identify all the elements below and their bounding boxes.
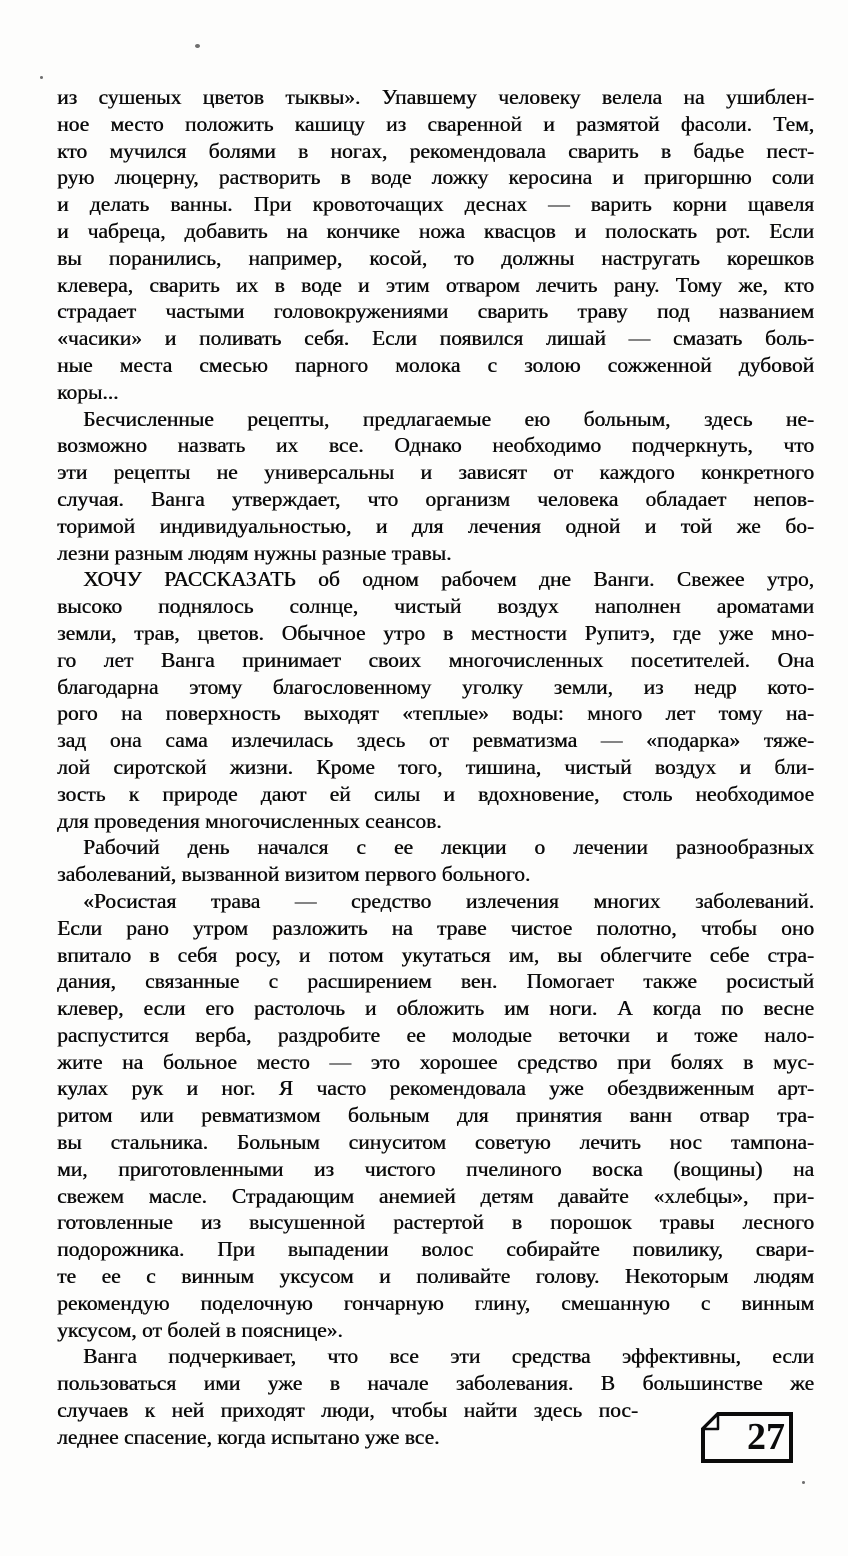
text-line: леднее спасение, когда испытано уже все. [57, 1424, 440, 1449]
text-line: заболеваний, вызванной визитом первого больного. [57, 862, 531, 887]
text-line: Рабочий день начался с ее лекции о лечении разнообразных [83, 835, 814, 860]
text-line: лезни разным людям нужны разные травы. [57, 540, 452, 565]
text-line: клевера, сварить их в воде и этим отваром лечить рану. Тому же, кто [57, 272, 814, 297]
text-line: свежем масле. Страдающим анемией детям давайте «хлебцы», при- [57, 1183, 814, 1208]
paragraph [57, 834, 814, 888]
page-number-badge [699, 1411, 795, 1465]
text-line: распустится верба, раздробите ее молодые веточки и тоже нало- [57, 1022, 814, 1047]
text-line: подорожника. При выпадении волос собирайте повилику, свари- [57, 1237, 814, 1262]
text-line: рекомендую поделочную гончарную глину, смешанную с винным [57, 1290, 814, 1315]
scan-speck [40, 76, 43, 79]
text-line: ное место положить кашицу из сваренной и размятой фасоли. Тем, [57, 111, 814, 136]
text-line: впитало в себя росу, и потом укутаться им, вы облегчите себе стра- [57, 942, 814, 967]
paragraph [57, 888, 814, 1344]
text-line: зость к природе дают ей силы и вдохновение, столь необходимое [57, 781, 814, 806]
paragraph [57, 566, 814, 834]
text-line: рую люцерну, растворить в воде ложку керосина и пригоршню соли [57, 165, 814, 190]
text-line: жите на больное место — это хорошее средство при болях в мус- [57, 1049, 814, 1074]
text-line: ные места смесью парного молока с золою сожженной дубовой [57, 352, 814, 377]
text-line: зад она сама излечилась здесь от ревматизма — «подарка» тяже- [57, 728, 814, 753]
text-line: готовленные из высушенной растертой в порошок травы лесного [57, 1210, 814, 1235]
text-line: го лет Ванга принимает своих многочисленных посетителей. Она [57, 647, 814, 672]
text-line: высоко поднялось солнце, чистый воздух наполнен ароматами [57, 594, 814, 619]
text-line: для проведения многочисленных сеансов. [57, 808, 442, 833]
text-line: ми, приготовленными из чистого пчелиного воска (вощины) на [57, 1156, 814, 1181]
text-line: торимой индивидуальностью, и для лечения одной и той же бо- [57, 513, 814, 538]
text-line: случая. Ванга утверждает, что организм человека обладает непов- [57, 486, 814, 511]
text-line: ХОЧУ РАССКАЗАТЬ об одном рабочем дне Ванги. Свежее утро, [83, 567, 814, 592]
text-line: случаев к ней приходят люди, чтобы найти здесь пос- [57, 1398, 638, 1423]
text-line: вы поранились, например, косой, то должны настругать корешков [57, 245, 814, 270]
text-line: кто мучился болями в ногах, рекомендовала сварить в бадье пест- [57, 138, 814, 163]
text-line: благодарна этому благословенному уголку земли, из недр кото- [57, 674, 814, 699]
text-line: эти рецепты не универсальны и зависят от каждого конкретного [57, 460, 814, 485]
scan-speck [802, 1481, 805, 1484]
text-line: Бесчисленные рецепты, предлагаемые ею больным, здесь не- [83, 406, 814, 431]
paragraph [57, 84, 814, 406]
text-line: рого на поверхность выходят «теплые» воды: много лет тому на- [57, 701, 814, 726]
text-line: ритом или ревматизмом больным для принятия ванн отвар тра- [57, 1103, 814, 1128]
page-number: 27 [747, 1416, 785, 1458]
text-line: пользоваться ими уже в начале заболевания. В большинстве же [57, 1371, 814, 1396]
text-line: и делать ванны. При кровоточащих деснах — варить корни щавеля [57, 192, 814, 217]
text-line: дания, связанные с расширением вен. Помогает также росистый [57, 969, 814, 994]
text-line: те ее с винным уксусом и поливайте голову. Некоторым людям [57, 1264, 814, 1289]
text-block [57, 84, 814, 1451]
text-line: «Росистая трава — средство излечения многих заболеваний. [83, 888, 814, 913]
text-line: кулах рук и ног. Я часто рекомендовала уже обездвиженным арт- [57, 1076, 814, 1101]
text-line: Если рано утром разложить на траве чистое полотно, чтобы оно [57, 915, 814, 940]
text-line: уксусом, от болей в пояснице». [57, 1317, 343, 1342]
text-line: лой сиротской жизни. Кроме того, тишина, чистый воздух и бли- [57, 754, 814, 779]
scan-speck [195, 44, 200, 48]
text-line: коры... [57, 379, 119, 404]
text-line: возможно назвать их все. Однако необходимо подчеркнуть, что [57, 433, 814, 458]
paragraph [57, 406, 814, 567]
text-line: «часики» и поливать себя. Если появился лишай — смазать боль- [57, 326, 814, 351]
text-line: клевер, если его растолочь и обложить им ноги. А когда по весне [57, 996, 814, 1021]
text-line: земли, трав, цветов. Обычное утро в местности Рупитэ, где уже мно- [57, 620, 814, 645]
text-line: и чабреца, добавить на кончике ножа квасцов и полоскать рот. Если [57, 218, 814, 243]
text-line: вы стальника. Больным синуситом советую лечить нос тампона- [57, 1130, 814, 1155]
text-line: из сушеных цветов тыквы». Упавшему человеку велела на ушиблен- [57, 85, 814, 109]
text-line: Ванга подчеркивает, что все эти средства эффективны, если [83, 1344, 814, 1369]
text-line: страдает частыми головокружениями сварить траву под названием [57, 299, 814, 324]
